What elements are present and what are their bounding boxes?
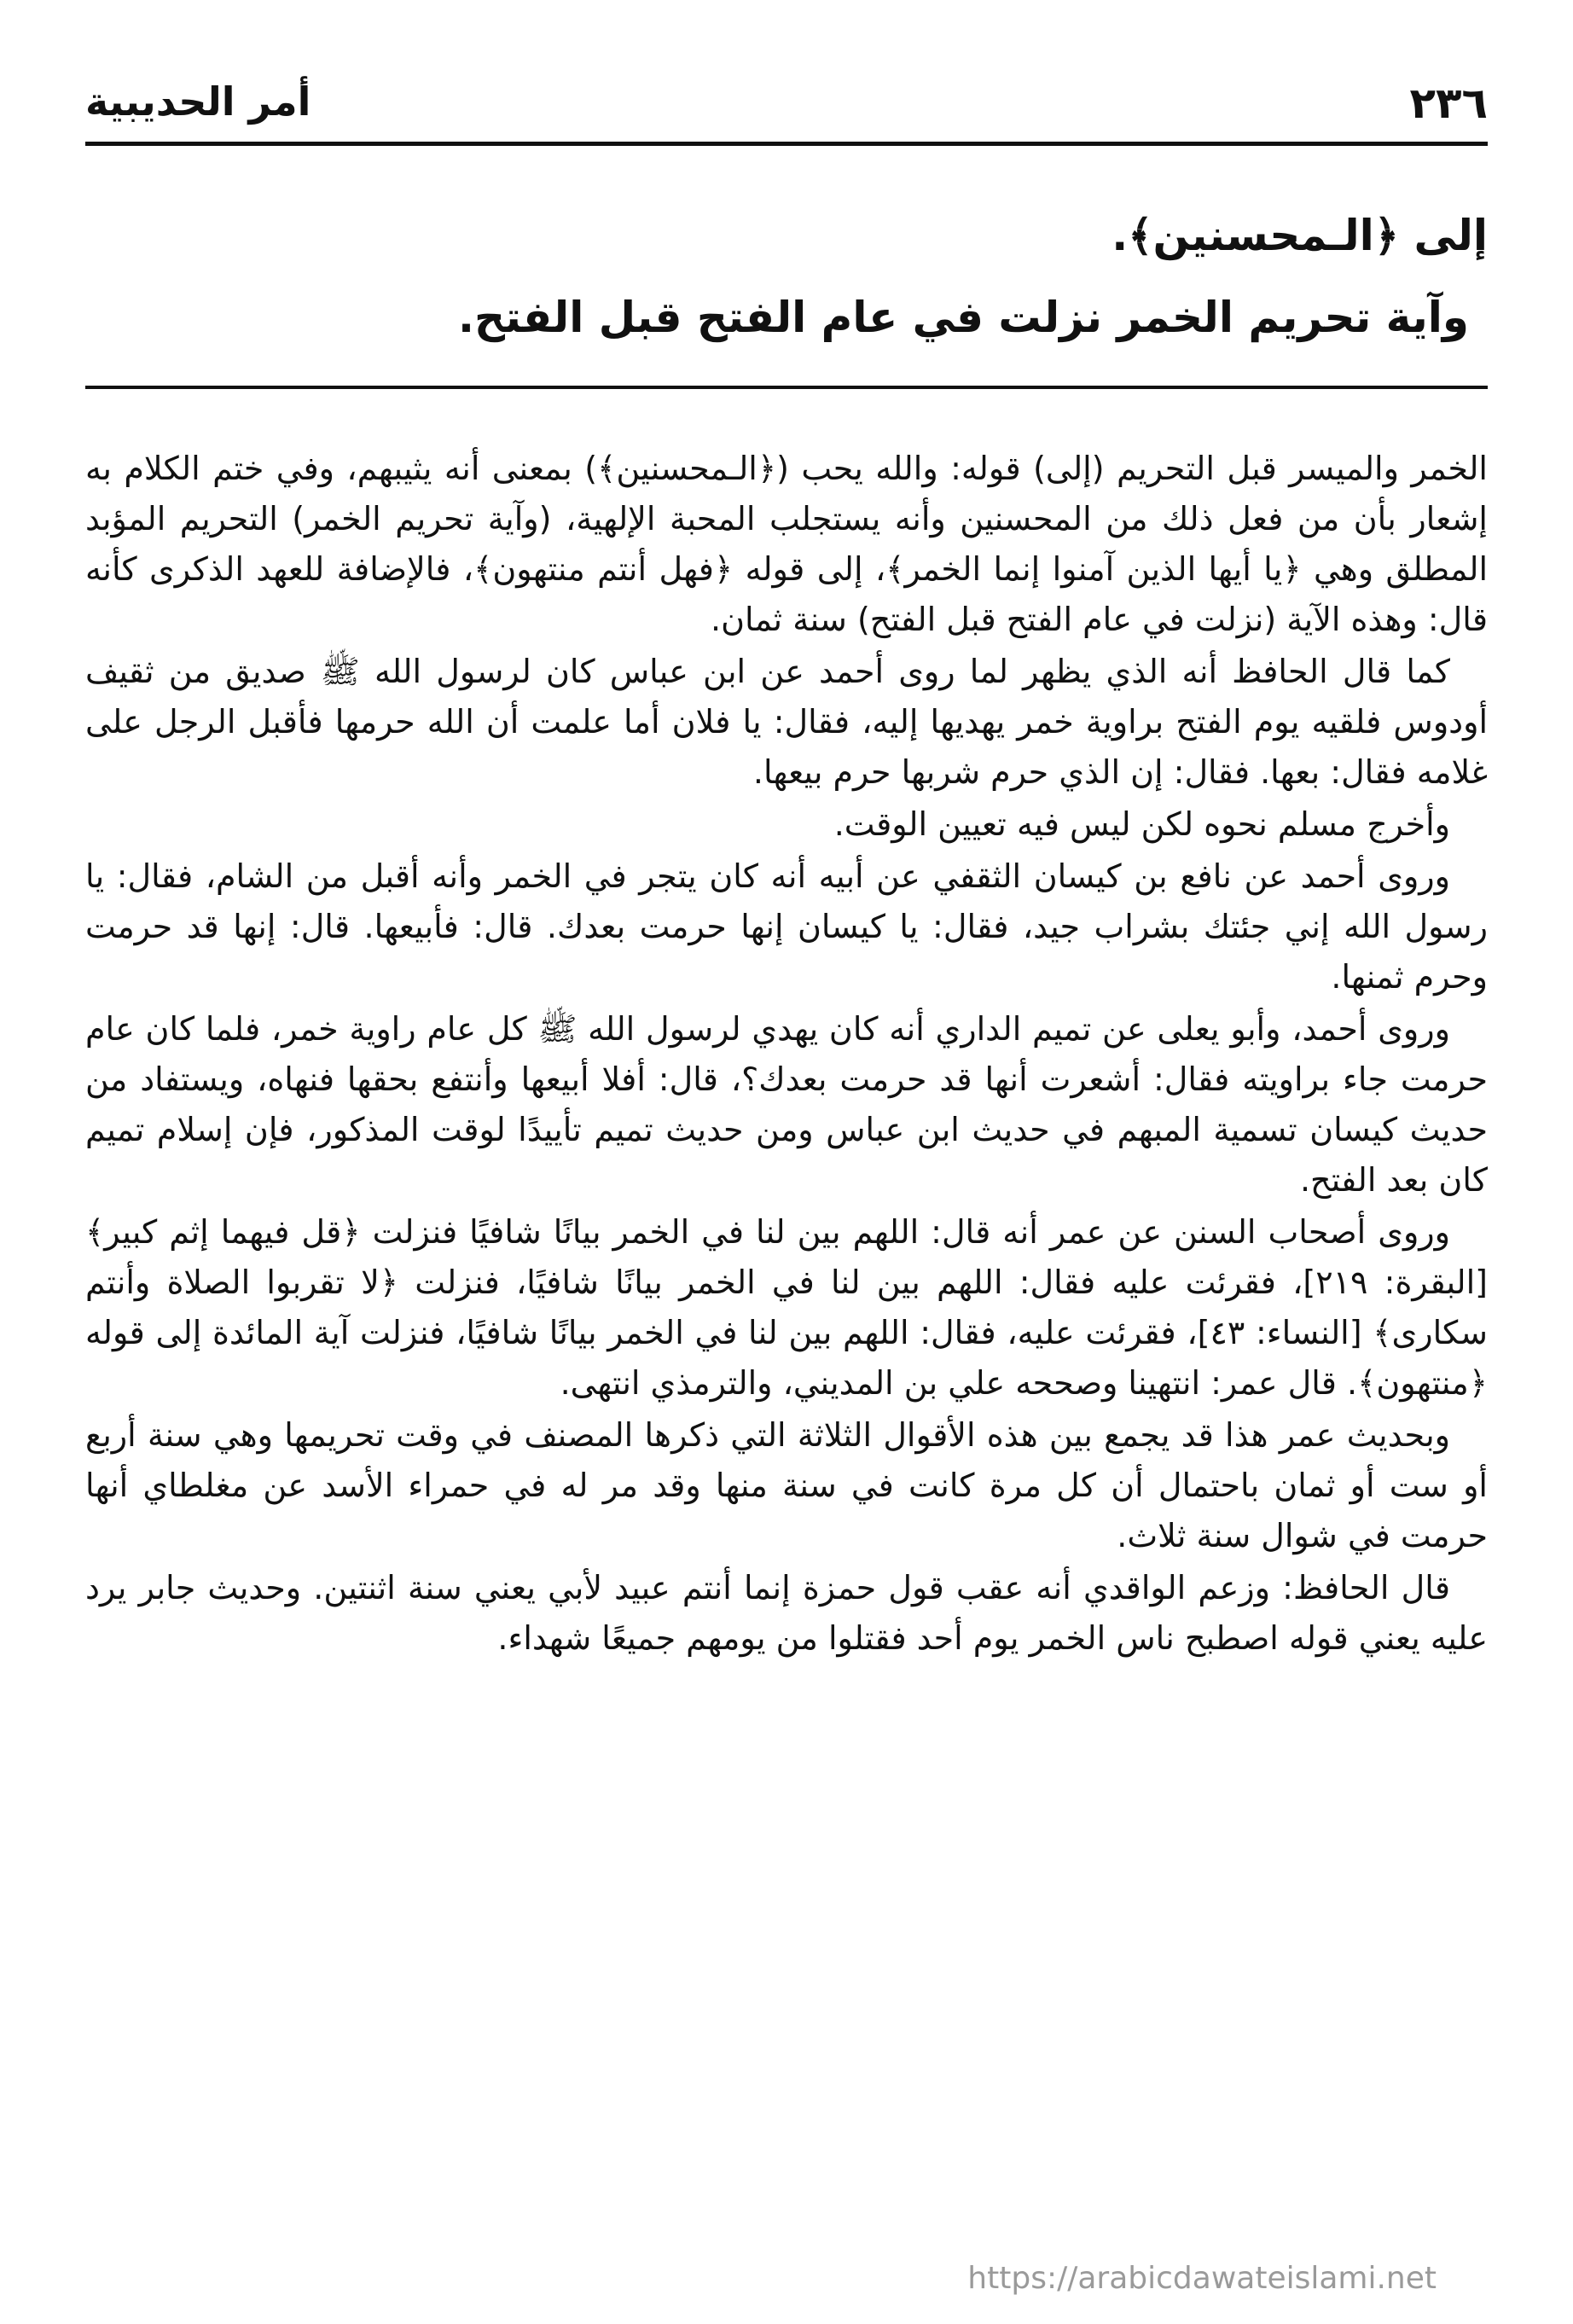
- running-title: أمر الحديبية: [85, 78, 311, 125]
- commentary: [85, 444, 1488, 1665]
- commentary-paragraph-2: كما قال الحافظ أنه الذي يظهر لما روى أحمد عن ابن عباس كان لرسول الله ﷺ صديق من ثقيف أودوس فلقيه يوم الفتح براوية خمر يهديها إليه، فقال: يا فلان أما علمت أن الله حرمها فأقبل الرجل على غلامه فقال: بعها. فقال: إن الذي حرم شربها حرم بيعها.: [85, 653, 1488, 791]
- page-number: ٢٣٦: [1409, 78, 1488, 128]
- commentary-paragraph-1: الخمر والميسر قبل التحريم (إلى) قوله: والله يحب (﴿الـمحسنين﴾) بمعنى أنه يثيبهم، وفي ختم الكلام به إشعار بأن من فعل ذلك من المحسنين وأنه يستجلب المحبة الإلهية، (وآية تحريم الخمر) التحريم المؤبد المطلق وهي ﴿يا أيها الذين آمنوا إنما الخمر﴾، إلى قوله ﴿فهل أنتم منتهون﴾، فالإضافة للعهد الذكرى كأنه قال: وهذه الآية (نزلت في عام الفتح قبل الفتح) سنة ثمان.: [85, 450, 1488, 638]
- commentary-paragraph-8: قال الحافظ: وزعم الواقدي أنه عقب قول حمزة إنما أنتم عبيد لأبي يعني سنة اثنتين. وحديث جابر يرد عليه يعني قوله اصطبح ناس الخمر يوم أحد فقتلوا من يومهم جميعًا شهداء.: [85, 1569, 1488, 1657]
- main-text-line-2: وآية تحريم الخمر نزلت في عام الفتح قبل الفتح.: [458, 293, 1469, 342]
- main-text-line-1: إلى ﴿الـمحسنين﴾.: [1112, 211, 1488, 260]
- commentary-paragraph-6: وروى أصحاب السنن عن عمر أنه قال: اللهم بين لنا في الخمر بيانًا شافيًا فنزلت ﴿قل فيهما إثم كبير﴾ [البقرة: ٢١٩]، فقرئت عليه فقال: اللهم بين لنا في الخمر بيانًا شافيًا، فنزلت ﴿لا تقربوا الصلاة وأنتم سكارى﴾ [النساء: ٤٣]، فقرئت عليه، فقال: اللهم بين لنا في الخمر بيانًا شافيًا، فنزلت آية المائدة إلى قوله ﴿منتهون﴾. قال عمر: انتهينا وصححه علي بن المديني، والترمذي انتهى.: [85, 1213, 1488, 1402]
- commentary-paragraph-3: وأخرج مسلم نحوه لكن ليس فيه تعيين الوقت.: [833, 805, 1450, 843]
- main-text: [85, 195, 1488, 358]
- commentary-paragraph-5: وروى أحمد، وأبو يعلى عن تميم الداري أنه كان يهدي لرسول الله ﷺ كل عام راوية خمر، فلما كان عام حرمت جاء براويته فقال: أشعرت أنها قد حرمت بعدك؟، قال: أفلا أبيعها وأنتفع بحقها فنهاه، ويستفاد من حديث كيسان تسمية المبهم في حديث ابن عباس ومن حديث تميم تأييدًا لوقت المذكور، فإن إسلام تميم كان بعد الفتح.: [85, 1010, 1488, 1199]
- watermark-url: https://arabicdawateislami.net: [967, 2261, 1437, 2296]
- commentary-paragraph-7: وبحديث عمر هذا قد يجمع بين هذه الأقوال الثلاثة التي ذكرها المصنف في وقت تحريمها وهي سنة أربع أو ست أو ثمان باحتمال أن كل مرة كانت في سنة منها وقد مر له في حمراء الأسد عن مغلطاي أنها حرمت في شوال سنة ثلاث.: [85, 1416, 1488, 1554]
- commentary-paragraph-4: وروى أحمد عن نافع بن كيسان الثقفي عن أبيه أنه كان يتجر في الخمر وأنه أقبل من الشام، فقال: يا رسول الله إني جئتك بشراب جيد، فقال: يا كيسان إنها حرمت بعدك. قال: فأبيعها. قال: إنها قد حرمت وحرم ثمنها.: [85, 857, 1488, 996]
- separator-rule: [85, 386, 1488, 389]
- header-rule: [85, 142, 1488, 146]
- page-header: [85, 78, 1488, 138]
